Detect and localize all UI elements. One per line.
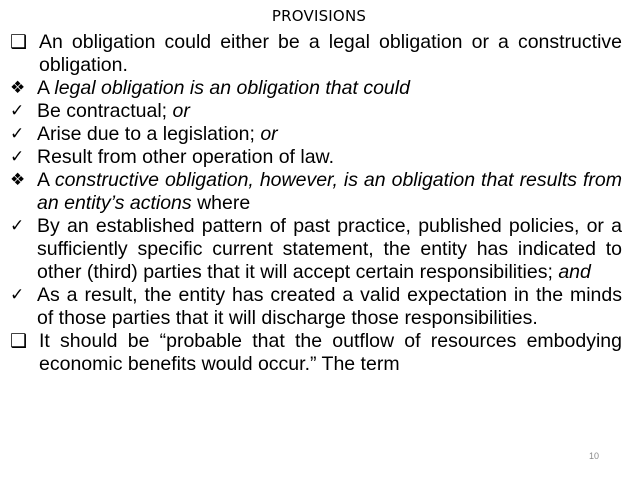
slide-body [10, 31, 622, 376]
slide-title: PROVISIONS [271, 7, 367, 25]
bullet-paragraph [10, 123, 622, 146]
paragraph-text: Result from other operation of law. [37, 146, 334, 168]
checkmark-icon: ✓ [10, 285, 25, 305]
paragraph-text: Arise due to a legislation; or [37, 123, 278, 145]
paragraph-text: An obligation could either be a legal obligation or a constructive obligation. [39, 31, 622, 76]
bullet-paragraph [10, 284, 622, 330]
paragraph-text: By an established pattern of past practice, published policies, or a sufficiently specific current statement, the entity has indicated to other (third) parties that it will accept certain responsibilities; and [37, 215, 622, 283]
square-checkbox-icon: ❑ [10, 330, 28, 352]
bullet-paragraph [10, 100, 622, 123]
diamond-icon: ❖ [10, 78, 26, 98]
bullet-paragraph [10, 31, 622, 77]
bullet-paragraph [10, 215, 622, 284]
checkmark-icon: ✓ [10, 147, 25, 167]
checkmark-icon: ✓ [10, 101, 25, 121]
diamond-icon: ❖ [10, 170, 26, 190]
checkmark-icon: ✓ [10, 124, 25, 144]
bullet-paragraph [10, 169, 622, 215]
bullet-paragraph [10, 146, 622, 169]
paragraph-text: A legal obligation is an obligation that could [37, 77, 410, 99]
bullet-paragraph [10, 77, 622, 100]
square-checkbox-icon: ❑ [10, 31, 28, 53]
paragraph-text: A constructive obligation, however, is an obligation that results from an entity’s actions where [37, 169, 622, 214]
paragraph-text: It should be “probable that the outflow of resources embodying economic benefits would occur.” The term [39, 330, 622, 375]
checkmark-icon: ✓ [10, 216, 25, 236]
paragraph-text: Be contractual; or [37, 100, 190, 122]
bullet-paragraph [10, 330, 622, 376]
paragraph-text: As a result, the entity has created a valid expectation in the minds of those parties that it will discharge those responsibilities. [37, 284, 622, 329]
page-number: 10 [589, 451, 600, 461]
